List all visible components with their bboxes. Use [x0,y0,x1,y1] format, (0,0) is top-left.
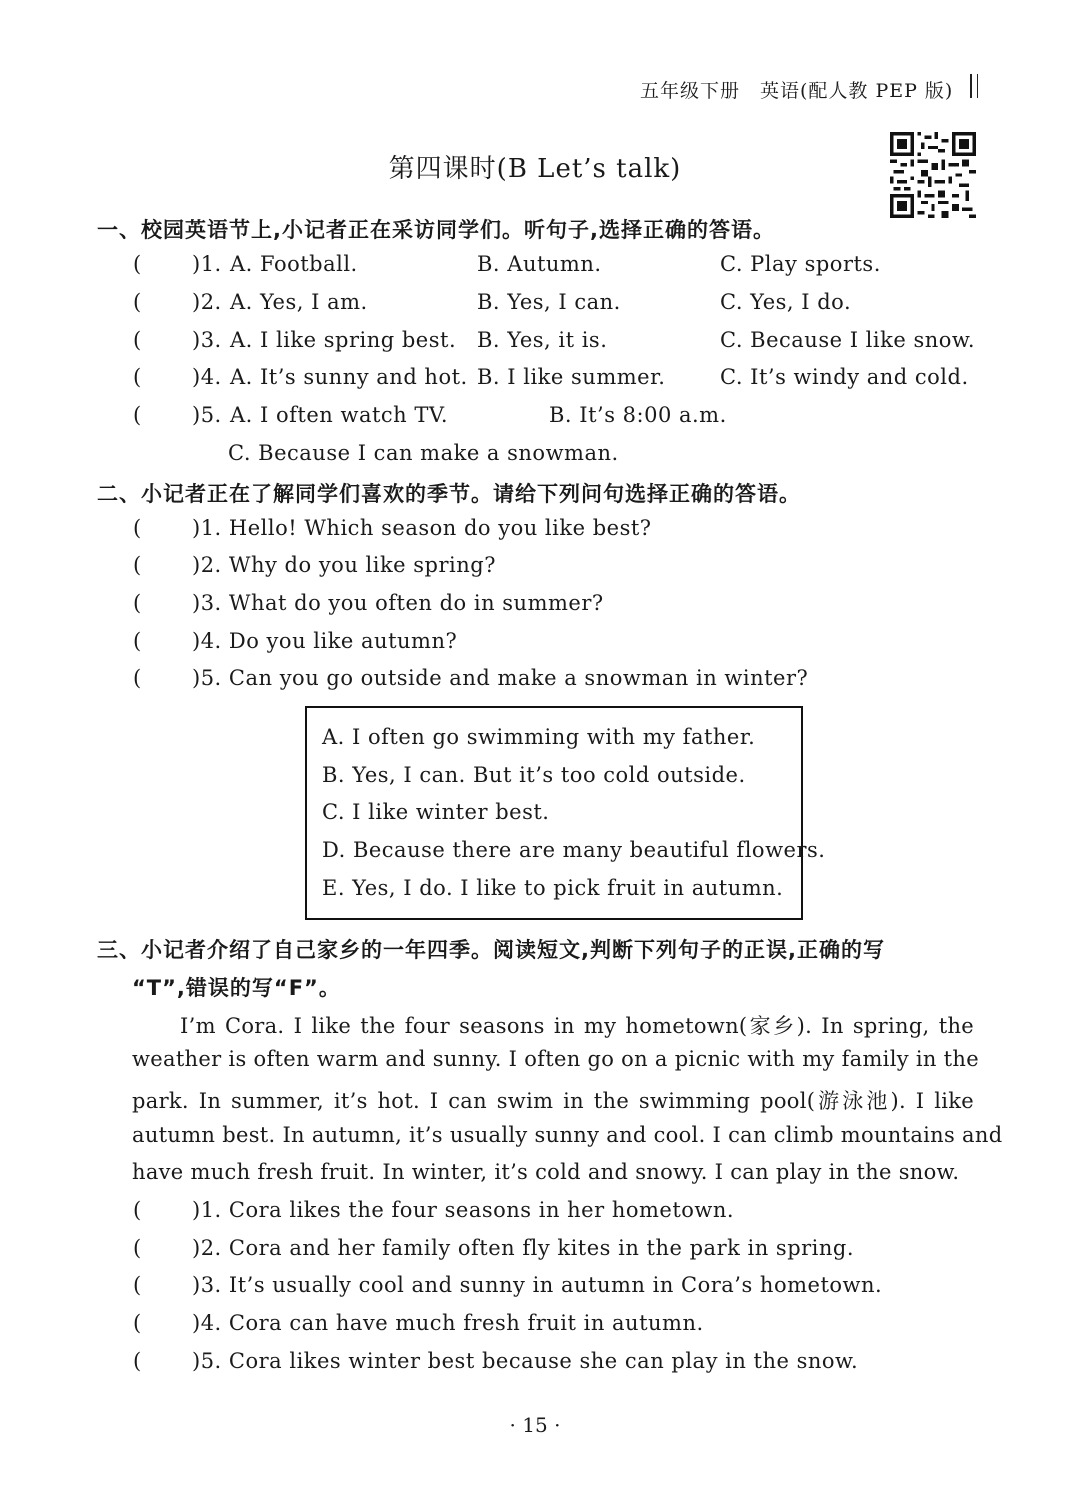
question-text: )2. Why do you like spring? [192,553,496,577]
answer-paren[interactable]: ( [133,1349,142,1373]
section3-heading: 三、小记者介绍了自己家乡的一年四季。阅读短文,判断下列句子的正误,正确的写 [97,938,885,962]
option-a: A. Yes, I am. [230,290,368,314]
section1-heading: 一、校园英语节上,小记者正在采访同学们。听句子,选择正确的答语。 [97,218,775,242]
option-a: A. I often watch TV. [230,403,449,427]
question-text: )4. Do you like autumn? [192,629,458,653]
statement-text: )3. It’s usually cool and sunny in autumn in Cora’s hometown. [192,1273,883,1297]
option-c: C. It’s windy and cold. [720,365,969,389]
option-a: A. I like spring best. [230,328,457,352]
item-number: )4. [192,365,222,389]
answer-paren[interactable]: ( [133,252,142,276]
answer-paren[interactable]: ( [133,365,142,389]
answer-option: B. Yes, I can. But it’s too cold outside. [322,763,746,787]
option-a: A. Football. [230,252,358,276]
section2-heading: 二、小记者正在了解同学们喜欢的季节。请给下列问句选择正确的答语。 [97,482,801,506]
answer-paren[interactable]: ( [133,403,142,427]
statement-text: )2. Cora and her family often fly kites in the park in spring. [192,1236,855,1260]
option-c: C. Play sports. [720,252,881,276]
item-number: )1. [192,252,222,276]
answer-option: C. I like winter best. [322,800,550,824]
answer-paren[interactable]: ( [133,1236,142,1260]
item-number: )3. [192,328,222,352]
passage-line: I’m Cora. I like the four seasons in my hometown(家乡). In spring, the [180,1014,974,1038]
statement-text: )5. Cora likes winter best because she can play in the snow. [192,1349,859,1373]
passage-line: have much fresh fruit. In winter, it’s cold and snowy. I can play in the snow. [132,1160,960,1184]
statement-text: )4. Cora can have much fresh fruit in autumn. [192,1311,704,1335]
answer-paren[interactable]: ( [133,1198,142,1222]
answer-paren[interactable]: ( [133,629,142,653]
lesson-title: 第四课时(B Let’s talk) [388,154,682,184]
statement-text: )1. Cora likes the four seasons in her hometown. [192,1198,735,1222]
passage-line: weather is often warm and sunny. I often go on a picnic with my family in the [132,1047,979,1071]
option-c: C. Because I like snow. [720,328,976,352]
answer-paren[interactable]: ( [133,553,142,577]
passage-line: autumn best. In autumn, it’s usually sunny and cool. I can climb mountains and [132,1123,1003,1147]
option-b: B. I like summer. [477,365,666,389]
answer-option: A. I often go swimming with my father. [322,725,756,749]
question-text: )5. Can you go outside and make a snowman in winter? [192,666,809,690]
qr-code-icon [890,132,976,218]
answer-option: E. Yes, I do. I like to pick fruit in autumn. [322,876,784,900]
answer-paren[interactable]: ( [133,1311,142,1335]
option-c: C. Yes, I do. [720,290,852,314]
answer-paren[interactable]: ( [133,290,142,314]
answer-paren[interactable]: ( [133,666,142,690]
question-text: )3. What do you often do in summer? [192,591,604,615]
answer-paren[interactable]: ( [133,516,142,540]
option-a: A. It’s sunny and hot. [230,365,468,389]
item-number: )2. [192,290,222,314]
option-b: B. Yes, it is. [477,328,608,352]
answer-paren[interactable]: ( [133,591,142,615]
passage-line: park. In summer, it’s hot. I can swim in the swimming pool(游泳池). I like [132,1089,974,1113]
option-b: B. It’s 8:00 a.m. [549,403,727,427]
answer-paren[interactable]: ( [133,328,142,352]
answer-paren[interactable]: ( [133,1273,142,1297]
item-number: )5. [192,403,222,427]
page-header: 五年级下册 英语(配人教 PEP 版) [640,80,954,102]
page-number: · 15 · [509,1413,561,1437]
header-rule [970,74,978,98]
section3-heading-cont: “T”,错误的写“F”。 [132,976,341,1000]
option-b: B. Yes, I can. [477,290,621,314]
option-c: C. Because I can make a snowman. [228,441,619,465]
answer-option: D. Because there are many beautiful flowers. [322,838,826,862]
option-b: B. Autumn. [477,252,602,276]
question-text: )1. Hello! Which season do you like best? [192,516,652,540]
